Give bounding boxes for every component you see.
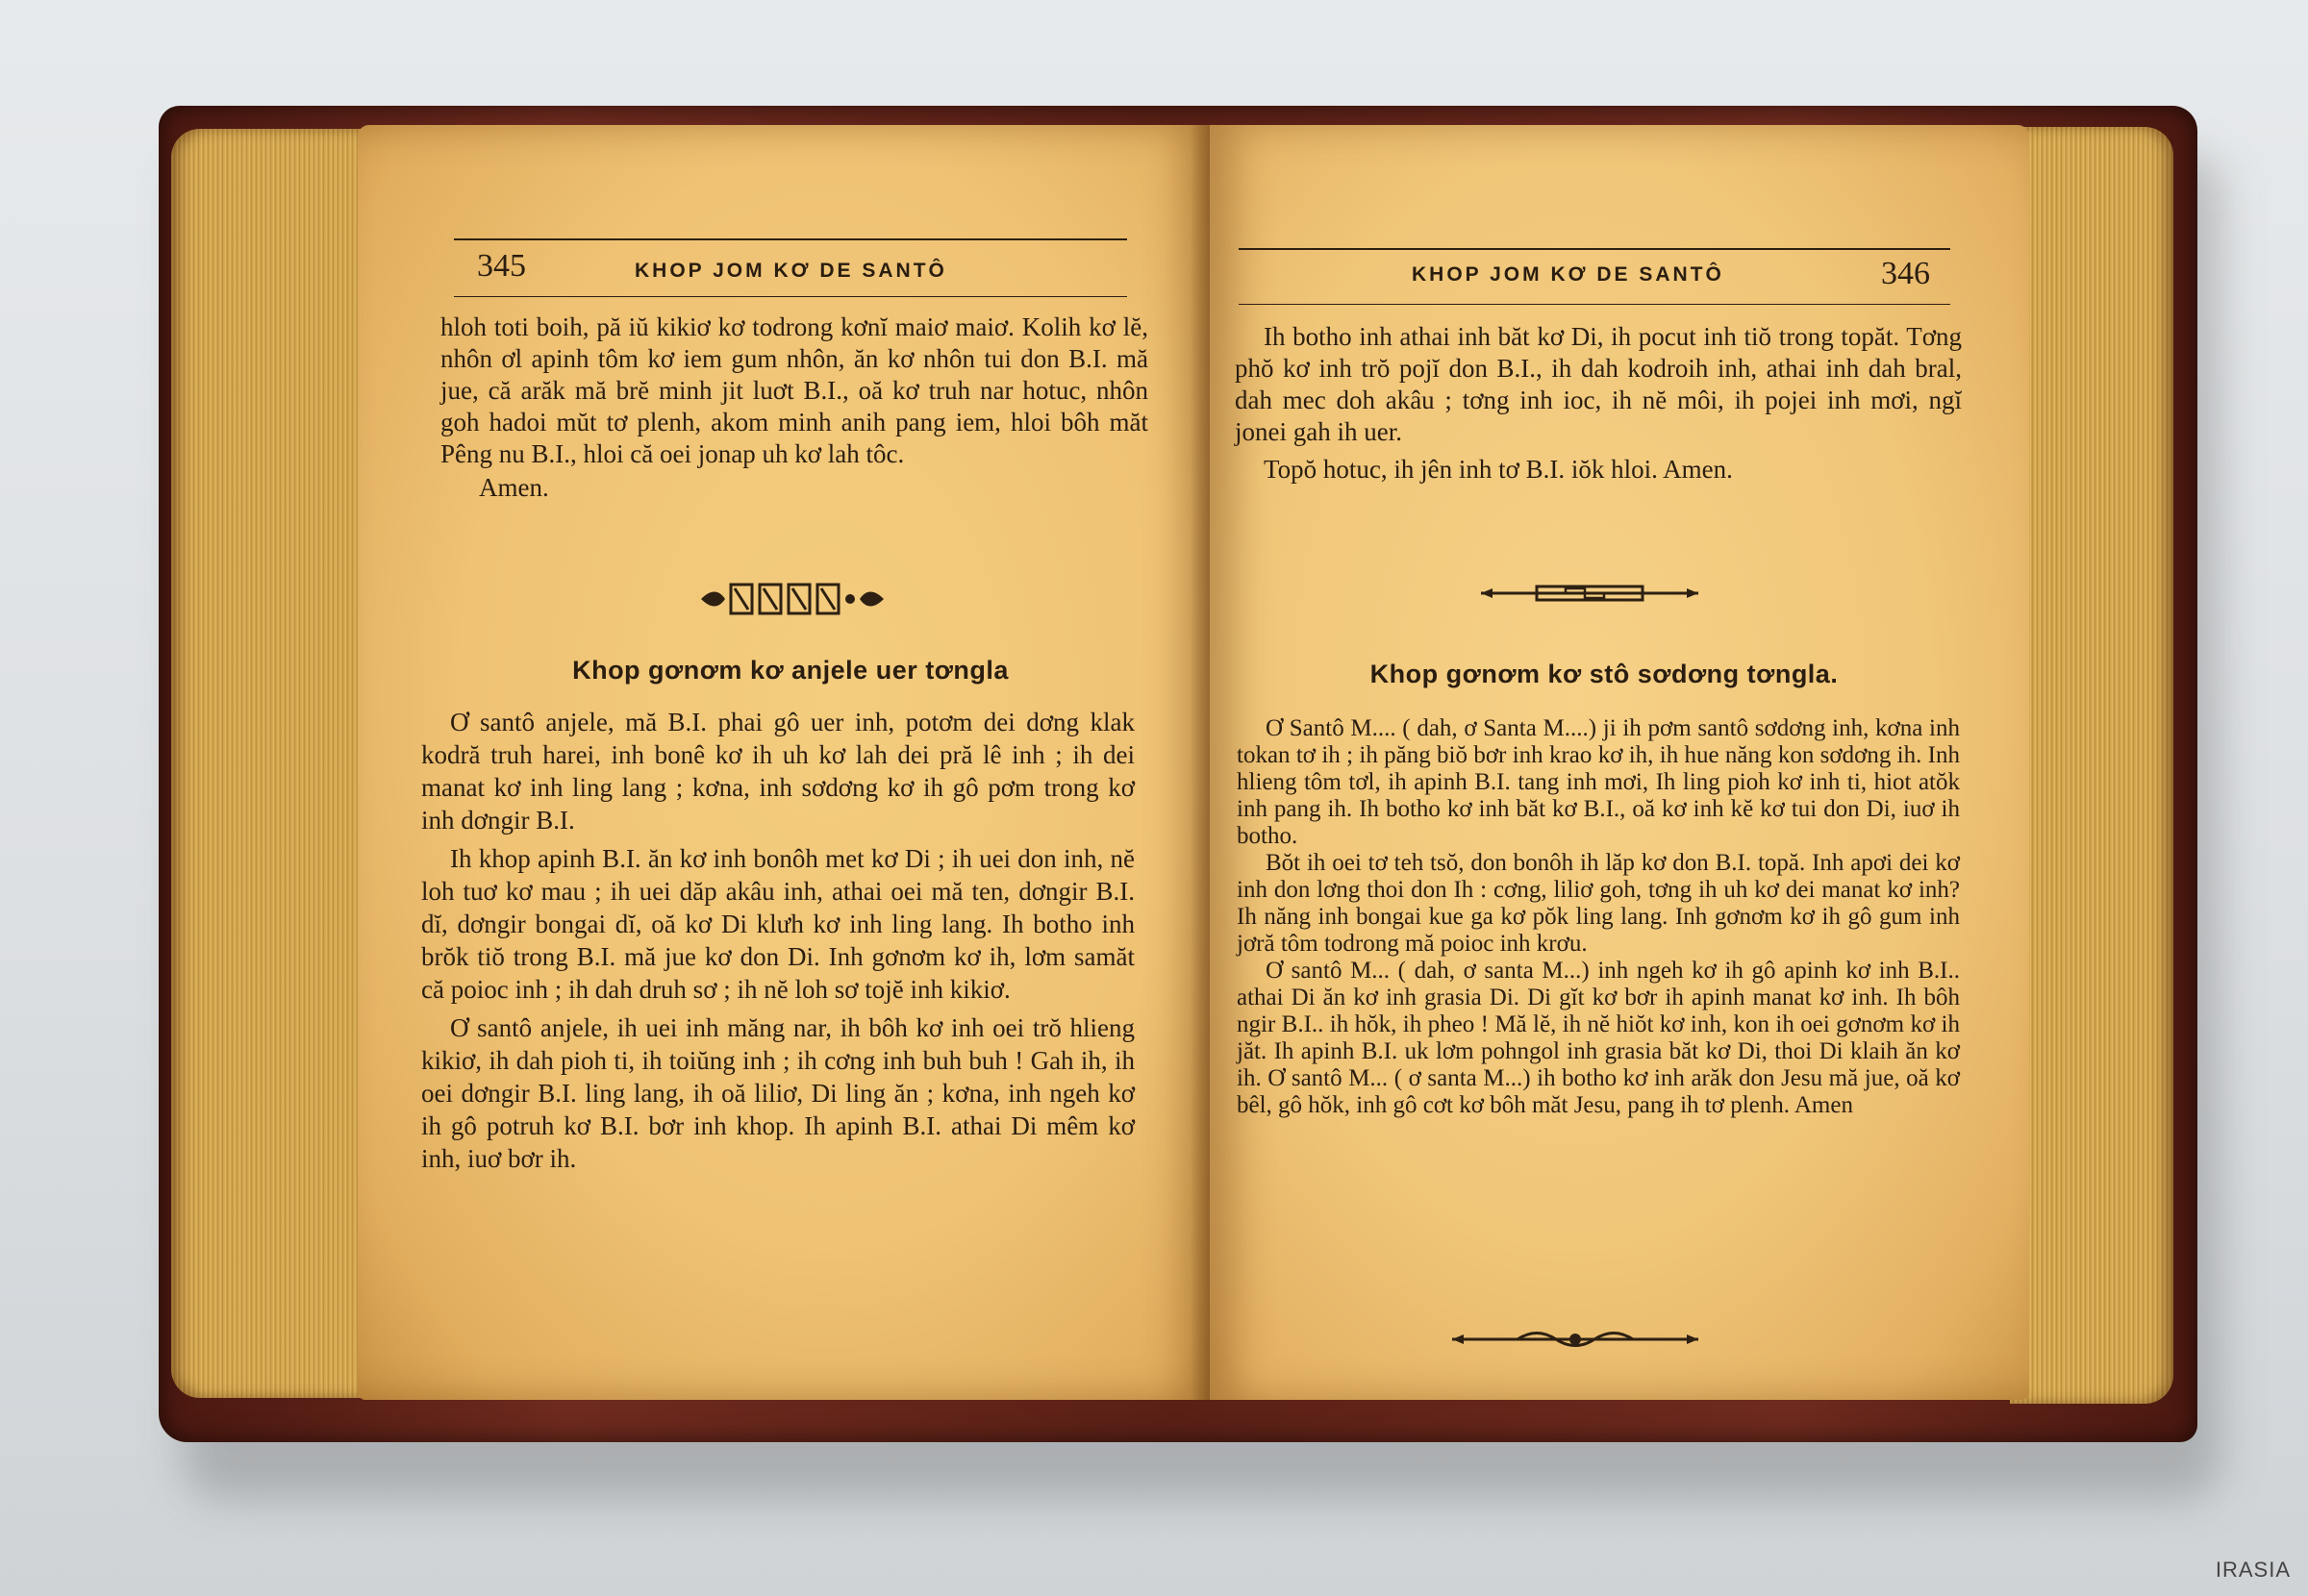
section-heading: Khop gơnơm kơ stô sơdơng tơngla. <box>1369 660 1839 688</box>
closing-line: Topŏ hotuc, ih jên inh tơ B.I. iŏk hloi. Amen. <box>1264 455 1733 484</box>
paragraph: hloh toti boih, pă iŭ kikiơ kơ todrong kơnĭ maiơ maiơ. Kolih kơ lĕ, nhôn ơl apinh tôm kơ iem gum nhôn, ăn kơ nhôn tui don B.I. mă jue, că arăk mă brĕ minh jit luơt B.I., oă kơ truh nar hotuc, nhôn goh hadoi mŭt tơ plenh, akom minh anih pang iem, hloi bôh măt Pêng nu B.I., hloi că oei jonap uh kơ lah tôc. <box>440 312 1148 468</box>
paragraph: Ơ santô M... ( dah, ơ santa M...) inh ngeh kơ ih gô apinh kơ inh B.I.. athai Di ăn kơ inh grasia Di. Di gĭt kơ bơr ih apinh manat kơ inh. Ih bôh ngir B.I.. ih hŏk, ih pheo ! Mă lĕ, ih nĕ hiŏt kơ inh, kon ih oei gơnơm kơ ih jăt. Ih apinh B.I. uk lơm pohngol inh grasia băt kơ Di, thoi Di klaih ăn kơ ih. Ơ santô M... ( ơ santa M...) ih botho kơ inh arăk don Jesu mă jue, oă kơ bêl, gô hŏk, inh gô cơt kơ bôh măt Jesu, pang ih tơ plenh. Amen <box>1237 958 1960 1118</box>
paragraph: Ih botho inh athai inh băt kơ Di, ih pocut inh tiŏ trong topăt. Tơng phŏ kơ inh trŏ pojĭ don B.I., ih dah kodroih inh, athai inh dah bral, dah mec doh akâu ; tơng inh ioc, ih nĕ môi, ih pojei inh mơi, ngĭ jonei gah ih uer. <box>1235 322 1962 446</box>
right-page <box>1210 125 2029 1400</box>
text-block-main <box>421 706 1135 1181</box>
page-edges-left <box>171 129 373 1398</box>
left-page <box>358 125 1210 1400</box>
flourish-ornament <box>696 575 889 623</box>
watermark: IRASIA <box>2215 1558 2291 1582</box>
text-block-top <box>440 312 1148 504</box>
paragraph: Bŏt ih oei tơ teh tsŏ, don bonôh ih lăp kơ don B.I. topă. Inh apơi dei kơ inh don lơng thoi don Ih : cơng, liliơ goh, tơng ih uh kơ dei manat kơ inh? Ih năng inh bongai kue ga kơ pŏk ling lang. Inh gơnơm kơ ih gô gum inh jơră tôm todrong mă poioc inh krơu. <box>1237 850 1960 957</box>
header-rule-bottom <box>1239 304 1950 305</box>
header-rule <box>1239 248 1950 250</box>
header-rule <box>454 238 1127 240</box>
paragraph: Ơ Santô M.... ( dah, ơ Santa M....) ji ih pơm santô sơdơng inh, kơna inh tokan tơ ih ; ih păng biŏ bơr inh krao kơ ih, ih hue năng kon sơdơng ih. Inh hlieng tôm tơl, ih apinh B.I. tang inh mơi, Ih ling pioh kơ inh ti, hiot atŏk inh pang ih. Ih botho kơ inh băt kơ B.I., oă kơ inh kĕ kơ tui don Di, iuơ ih botho. <box>1237 715 1960 849</box>
page-edges-right <box>2010 127 2173 1404</box>
paragraph: Ơ santô anjele, ih uei inh măng nar, ih bôh kơ inh oei trŏ hlieng kikiơ, ih dah pioh ti, ih toiŭng inh ; ih cơng inh buh buh ! Gah ih, ih oei dơngir B.I. ling lang, ih oă liliơ, Di ling ăn ; kơna, inh ngeh kơ ih gô potruh kơ B.I. bơr inh khop. Ih apinh B.I. athai Di mêm kơ inh, iuơ bơr ih. <box>421 1013 1135 1173</box>
header-rule-bottom <box>454 296 1127 297</box>
page-number: 345 <box>477 248 526 284</box>
section-heading: Khop gơnơm kơ anjele uer tơngla <box>572 656 1009 685</box>
divider-ornament <box>1479 579 1700 608</box>
paragraph: Ih khop apinh B.I. ăn kơ inh bonôh met kơ Di ; ih uei don inh, nĕ loh tuơ kơ mau ; ih uei dăp akâu inh, athai oei mă ten, dơngir B.I. dĭ, dơngir bongai dĭ, oă kơ Di klưh kơ inh ling lang. Ih botho inh brŏk tiŏ trong B.I. mă jue kơ don Di. Inh gơnơm kơ ih, lơm samăt că poioc inh ; ih dah druh sơ ; ih nĕ loh sơ tojĕ inh kikiơ. <box>421 844 1135 1004</box>
text-block-main <box>1237 715 1960 1125</box>
amen: Amen. <box>479 473 549 502</box>
running-head: KHOP JOM KƠ DE SANTÔ <box>635 260 947 282</box>
running-head: KHOP JOM KƠ DE SANTÔ <box>1412 263 1724 286</box>
paragraph: Ơ santô anjele, mă B.I. phai gô uer inh, potơm dei dơng klak kodră truh harei, inh bonê kơ ih uh kơ lah dei pră lê inh ; ih dei manat kơ inh ling lang ; kơna, inh sơdơng kơ ih gô pơm trong kơ inh dơngir B.I. <box>421 708 1135 835</box>
end-ornament <box>1450 1325 1700 1354</box>
text-block-top <box>1235 321 1962 491</box>
page-number: 346 <box>1881 256 1930 291</box>
